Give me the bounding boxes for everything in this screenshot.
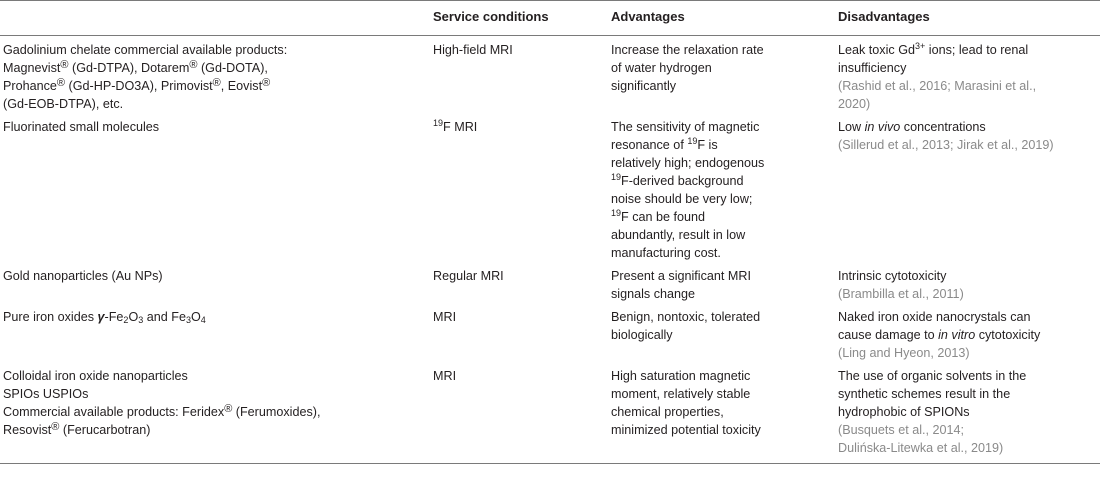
material-text: Pure iron oxides — [3, 310, 98, 324]
superscript: 19 — [433, 118, 444, 128]
disadvantages-cell — [838, 362, 1100, 464]
disadvantages-line — [838, 118, 1100, 136]
advantages-line: noise should be very low; — [611, 192, 753, 206]
adv-text: F-derived background — [621, 174, 744, 188]
advantages-line: significantly — [611, 79, 677, 93]
superscript: 19 — [687, 136, 698, 146]
material-cell — [0, 36, 433, 114]
service-cell: MRI — [433, 362, 611, 464]
header-material — [0, 1, 433, 36]
gamma-symbol: γ — [97, 310, 105, 324]
advantages-line: Benign, nontoxic, tolerated — [611, 310, 761, 324]
material-text: O — [190, 310, 201, 324]
material-line: (Gd-EOB-DTPA), etc. — [3, 97, 124, 111]
advantages-line: manufacturing cost. — [611, 246, 721, 260]
reference-citation[interactable]: (Ling and Hyeon, 2013) — [838, 346, 970, 360]
material-text: (Gd-DOTA), — [197, 61, 268, 75]
advantages-cell — [611, 303, 838, 362]
reference-citation[interactable]: (Brambilla et al., 2011) — [838, 287, 964, 301]
advantages-line: biologically — [611, 328, 673, 342]
superscript: 3+ — [915, 41, 926, 51]
disadvantages-cell — [838, 303, 1100, 362]
subscript: 2 — [123, 315, 129, 325]
header-service-conditions: Service conditions — [433, 1, 611, 36]
service-cell: Regular MRI — [433, 269, 504, 283]
service-cell: MRI — [433, 310, 457, 324]
disadvantages-line: insufficiency — [838, 61, 907, 75]
registered-mark: ® — [189, 59, 198, 71]
disadvantages-line — [838, 41, 1100, 59]
table-row-iron-oxides — [0, 303, 1100, 362]
advantages-line: of water hydrogen — [611, 61, 712, 75]
disadvantages-line: Naked iron oxide nanocrystals can — [838, 310, 1031, 324]
service-cell — [433, 113, 611, 262]
advantages-line: Increase the relaxation rate — [611, 43, 764, 57]
dis-text: concentrations — [900, 120, 986, 134]
material-cell — [0, 362, 433, 464]
material-line: SPIOs USPIOs — [3, 387, 89, 401]
registered-mark: ® — [224, 403, 233, 415]
superscript: 19 — [611, 208, 622, 218]
registered-mark: ® — [51, 421, 60, 433]
material-line — [3, 59, 433, 77]
material-cell: Gold nanoparticles (Au NPs) — [3, 269, 163, 283]
disadvantages-line — [838, 326, 1100, 344]
material-text: -Fe — [104, 310, 124, 324]
superscript: 19 — [611, 172, 622, 182]
dis-text: cause damage to — [838, 328, 939, 342]
disadvantages-line: synthetic schemes result in the — [838, 387, 1011, 401]
advantages-line: High saturation magnetic — [611, 369, 751, 383]
header-row — [0, 1, 1100, 36]
disadvantages-line: hydrophobic of SPIONs — [838, 405, 970, 419]
material-text: and Fe — [143, 310, 186, 324]
advantages-line — [611, 172, 838, 190]
adv-text: F is — [697, 138, 718, 152]
product-feridex: Commercial available products: Feridex — [3, 405, 225, 419]
material-text: (Ferucarbotran) — [59, 423, 151, 437]
registered-mark: ® — [60, 59, 69, 71]
table-row-colloidal-iron-oxide — [0, 362, 1100, 464]
reference-citation[interactable]: Dulińska-Litewka et al., 2019) — [838, 441, 1004, 455]
adv-text: F can be found — [621, 210, 706, 224]
table-row-fluorinated — [0, 113, 1100, 262]
dis-text: cytotoxicity — [975, 328, 1041, 342]
product-eovist: , Eovist — [220, 79, 263, 93]
subscript: 4 — [200, 315, 206, 325]
product-magnevist: Magnevist — [3, 61, 61, 75]
table-row-gadolinium — [0, 36, 1100, 114]
material-cell: Fluorinated small molecules — [3, 120, 160, 134]
reference-citation[interactable]: (Sillerud et al., 2013; Jirak et al., 2019) — [838, 138, 1054, 152]
disadvantages-cell — [838, 36, 1100, 114]
product-dotarem: (Gd-DTPA), Dotarem — [68, 61, 190, 75]
advantages-line: signals change — [611, 287, 696, 301]
adv-text: resonance of — [611, 138, 688, 152]
reference-citation[interactable]: (Rashid et al., 2016; Marasini et al., — [838, 79, 1037, 93]
header-disadvantages: Disadvantages — [838, 1, 1100, 36]
reference-citation[interactable]: (Busquets et al., 2014; — [838, 423, 965, 437]
advantages-line: chemical properties, — [611, 405, 724, 419]
italic-term: in vitro — [938, 328, 976, 342]
disadvantages-line: Intrinsic cytotoxicity — [838, 269, 947, 283]
product-resovist: Resovist — [3, 423, 52, 437]
header-advantages: Advantages — [611, 1, 838, 36]
disadvantages-line: The use of organic solvents in the — [838, 369, 1027, 383]
product-prohance: Prohance — [3, 79, 57, 93]
registered-mark: ® — [262, 77, 271, 89]
advantages-cell — [611, 262, 838, 303]
material-line: Colloidal iron oxide nanoparticles — [3, 369, 188, 383]
material-line: Gadolinium chelate commercial available products: — [3, 43, 288, 57]
dis-text: ions; lead to renal — [925, 43, 1029, 57]
service-text: F MRI — [443, 120, 478, 134]
material-cell — [0, 303, 433, 362]
reference-citation[interactable]: 2020) — [838, 97, 871, 111]
registered-mark: ® — [212, 77, 221, 89]
material-line — [3, 403, 433, 421]
advantages-cell — [611, 36, 838, 114]
advantages-line — [611, 136, 838, 154]
registered-mark: ® — [56, 77, 66, 89]
dis-text: Low — [838, 120, 865, 134]
material-line — [3, 421, 433, 439]
advantages-line — [611, 208, 838, 226]
advantages-cell — [611, 113, 838, 262]
material-line — [3, 77, 433, 95]
advantages-line: relatively high; endogenous — [611, 156, 765, 170]
disadvantages-cell — [838, 113, 1100, 262]
dis-text: Leak toxic Gd — [838, 43, 916, 57]
service-cell: High-field MRI — [433, 43, 513, 57]
material-text: (Ferumoxides), — [232, 405, 321, 419]
italic-term: in vivo — [864, 120, 901, 134]
advantages-cell — [611, 362, 838, 464]
product-primovist: (Gd-HP-DO3A), Primovist — [65, 79, 213, 93]
disadvantages-cell — [838, 262, 1100, 303]
advantages-line: moment, relatively stable — [611, 387, 751, 401]
subscript: 3 — [138, 315, 144, 325]
advantages-line: The sensitivity of magnetic — [611, 120, 760, 134]
advantages-line: Present a significant MRI — [611, 269, 751, 283]
table-row-gold — [0, 262, 1100, 303]
material-text: O — [128, 310, 139, 324]
advantages-line: minimized potential toxicity — [611, 423, 761, 437]
advantages-line: abundantly, result in low — [611, 228, 746, 242]
subscript: 3 — [185, 315, 191, 325]
